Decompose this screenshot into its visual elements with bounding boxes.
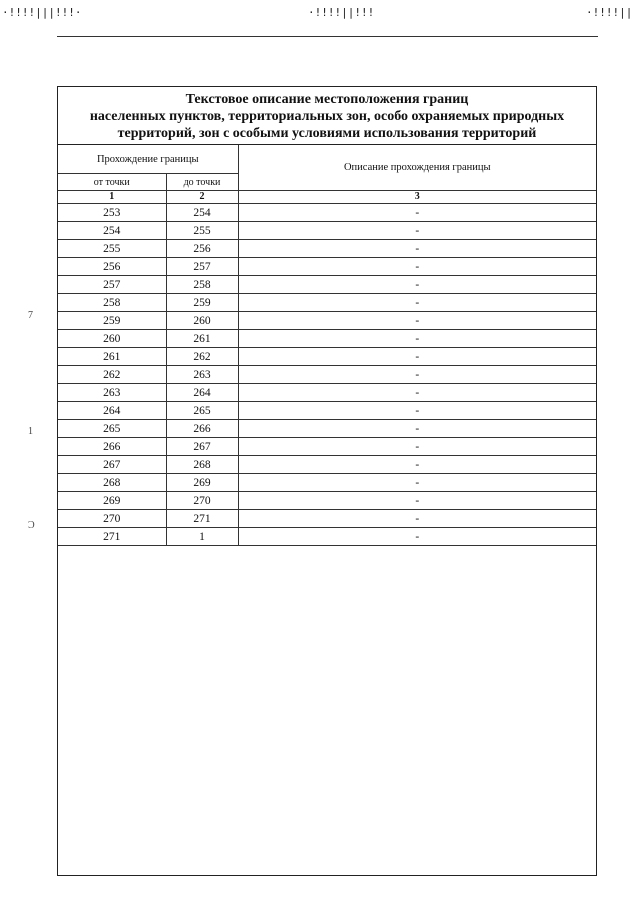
cell-description: -: [238, 528, 596, 546]
cell-description: -: [238, 402, 596, 420]
cell-from-point: 271: [58, 528, 166, 546]
table-row: [58, 492, 596, 510]
cell-from-point: 264: [58, 402, 166, 420]
cell-to-point: 262: [166, 348, 238, 366]
scan-artifact-right: ·!!!!||: [586, 6, 632, 19]
document-frame: [57, 86, 597, 876]
cell-to-point: 269: [166, 474, 238, 492]
table-row: [58, 528, 596, 546]
column-number: 3: [238, 191, 596, 204]
margin-mark: Ɔ: [28, 520, 35, 531]
column-number: 2: [166, 191, 238, 204]
cell-to-point: 270: [166, 492, 238, 510]
cell-description: -: [238, 276, 596, 294]
cell-to-point: 261: [166, 330, 238, 348]
cell-description: -: [238, 510, 596, 528]
cell-from-point: 268: [58, 474, 166, 492]
cell-from-point: 265: [58, 420, 166, 438]
header-rule: [57, 36, 598, 37]
cell-to-point: 264: [166, 384, 238, 402]
table-row: [58, 348, 596, 366]
cell-to-point: 266: [166, 420, 238, 438]
cell-description: -: [238, 222, 596, 240]
cell-to-point: 254: [166, 204, 238, 222]
scan-artifact-center: ·!!!!||!!!: [308, 6, 375, 19]
cell-from-point: 254: [58, 222, 166, 240]
cell-from-point: 266: [58, 438, 166, 456]
cell-description: -: [238, 474, 596, 492]
cell-to-point: 258: [166, 276, 238, 294]
cell-from-point: 258: [58, 294, 166, 312]
cell-from-point: 263: [58, 384, 166, 402]
cell-description: -: [238, 492, 596, 510]
title-line: территорий, зон с особыми условиями использования территорий: [117, 126, 537, 141]
cell-description: -: [238, 312, 596, 330]
cell-from-point: 269: [58, 492, 166, 510]
cell-to-point: 259: [166, 294, 238, 312]
table-row: [58, 330, 596, 348]
cell-description: -: [238, 258, 596, 276]
table-row: [58, 240, 596, 258]
cell-to-point: 255: [166, 222, 238, 240]
boundary-table: [58, 145, 596, 546]
cell-description: -: [238, 384, 596, 402]
table-row: [58, 456, 596, 474]
cell-to-point: 256: [166, 240, 238, 258]
cell-from-point: 270: [58, 510, 166, 528]
table-row: [58, 366, 596, 384]
cell-to-point: 257: [166, 258, 238, 276]
table-row: [58, 312, 596, 330]
header-boundary-passage: Прохождение границы: [58, 145, 238, 174]
cell-description: -: [238, 456, 596, 474]
header-description: Описание прохождения границы: [238, 145, 596, 191]
cell-description: -: [238, 240, 596, 258]
cell-from-point: 260: [58, 330, 166, 348]
header-to-point: до точки: [166, 174, 238, 191]
scan-artifact-left: ·!!!!|||!!!·: [2, 6, 82, 19]
cell-description: -: [238, 294, 596, 312]
cell-to-point: 267: [166, 438, 238, 456]
cell-description: -: [238, 348, 596, 366]
cell-from-point: 262: [58, 366, 166, 384]
title-line: Текстовое описание местоположения границ: [185, 92, 469, 107]
margin-mark: 1: [28, 426, 33, 437]
cell-to-point: 260: [166, 312, 238, 330]
header-from-point: от точки: [58, 174, 166, 191]
table-row: [58, 474, 596, 492]
cell-from-point: 259: [58, 312, 166, 330]
cell-from-point: 261: [58, 348, 166, 366]
cell-from-point: 255: [58, 240, 166, 258]
table-row: [58, 276, 596, 294]
cell-to-point: 268: [166, 456, 238, 474]
cell-description: -: [238, 438, 596, 456]
cell-from-point: 253: [58, 204, 166, 222]
cell-from-point: 257: [58, 276, 166, 294]
cell-description: -: [238, 366, 596, 384]
cell-to-point: 263: [166, 366, 238, 384]
cell-from-point: 267: [58, 456, 166, 474]
table-row: [58, 402, 596, 420]
cell-description: -: [238, 330, 596, 348]
cell-to-point: 265: [166, 402, 238, 420]
column-number: 1: [58, 191, 166, 204]
table-row: [58, 294, 596, 312]
table-row: [58, 510, 596, 528]
margin-mark: 7: [28, 310, 33, 321]
table-row: [58, 222, 596, 240]
cell-from-point: 256: [58, 258, 166, 276]
table-row: [58, 438, 596, 456]
table-row: [58, 204, 596, 222]
cell-to-point: 271: [166, 510, 238, 528]
cell-description: -: [238, 204, 596, 222]
table-body: [58, 204, 596, 546]
table-row: [58, 420, 596, 438]
title-line: населенных пунктов, территориальных зон, особо охраняемых природных: [89, 109, 565, 124]
table-row: [58, 258, 596, 276]
table-row: [58, 384, 596, 402]
cell-to-point: 1: [166, 528, 238, 546]
document-title: [58, 87, 596, 145]
cell-description: -: [238, 420, 596, 438]
